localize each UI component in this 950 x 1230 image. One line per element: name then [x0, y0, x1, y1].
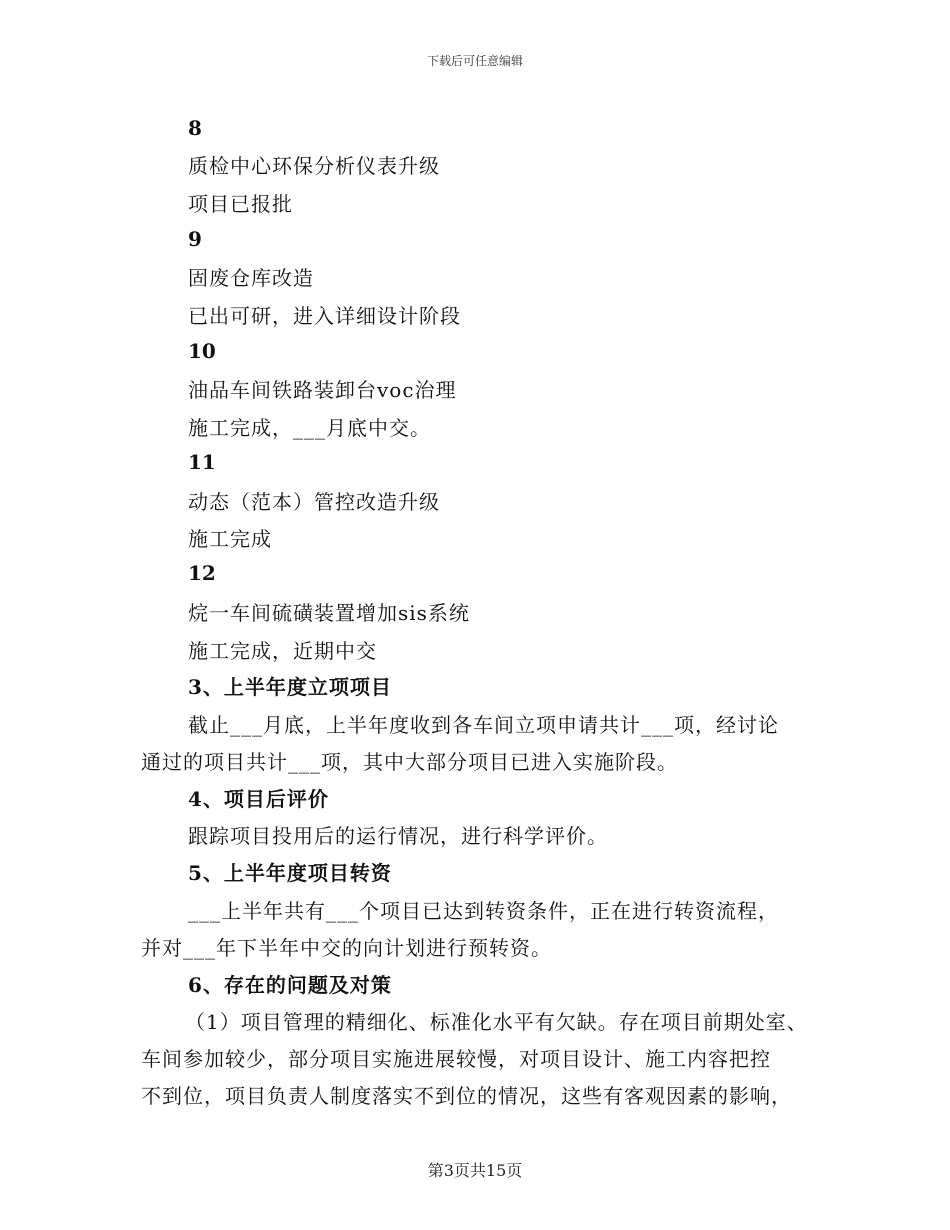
item-number: 12 [188, 561, 216, 585]
paragraph-line: 跟踪项目投用后的运行情况，进行科学评价。 [188, 824, 608, 848]
item-status: 项目已报批 [188, 192, 293, 216]
paragraph-line: 不到位，项目负责人制度落实不到位的情况，这些有客观因素的影响， [141, 1084, 792, 1108]
item-number: 9 [188, 227, 202, 251]
section-heading: 6、存在的问题及对策 [188, 973, 392, 997]
item-status: 施工完成，近期中交 [188, 639, 377, 663]
section-heading: 5、上半年度项目转资 [188, 861, 392, 885]
paragraph-line: 车间参加较少，部分项目实施进展较慢，对项目设计、施工内容把控 [141, 1047, 771, 1071]
item-name: 油品车间铁路装卸台voc治理 [188, 378, 457, 402]
item-number: 11 [188, 450, 216, 474]
item-name: 烷一车间硫磺装置增加sis系统 [188, 601, 470, 625]
page-header: 下载后可任意编辑 [426, 54, 523, 68]
paragraph-line: ___上半年共有___个项目已达到转资条件，正在进行转资流程， [188, 899, 779, 923]
paragraph-line: 截止___月底，上半年度收到各车间立项申请共计___项，经讨论 [188, 713, 779, 737]
item-status: 施工完成，___月底中交。 [188, 416, 431, 440]
item-name: 固废仓库改造 [188, 266, 314, 290]
paragraph-line: 并对___年下半年中交的向计划进行预转资。 [141, 936, 552, 960]
item-name: 动态（范本）管控改造升级 [188, 490, 440, 514]
section-heading: 4、项目后评价 [188, 787, 329, 811]
item-name: 质检中心环保分析仪表升级 [188, 154, 440, 178]
paragraph-line: （1）项目管理的精细化、标准化水平有欠缺。存在项目前期处室、 [185, 1010, 808, 1034]
item-number: 8 [188, 116, 202, 140]
paragraph-line: 通过的项目共计___项，其中大部分项目已进入实施阶段。 [141, 750, 678, 774]
section-heading: 3、上半年度立项项目 [188, 675, 392, 699]
item-number: 10 [188, 339, 216, 363]
item-status: 施工完成 [188, 527, 272, 551]
item-status: 已出可研，进入详细设计阶段 [188, 304, 461, 328]
page-footer: 第3页共15页 [427, 1161, 523, 1180]
